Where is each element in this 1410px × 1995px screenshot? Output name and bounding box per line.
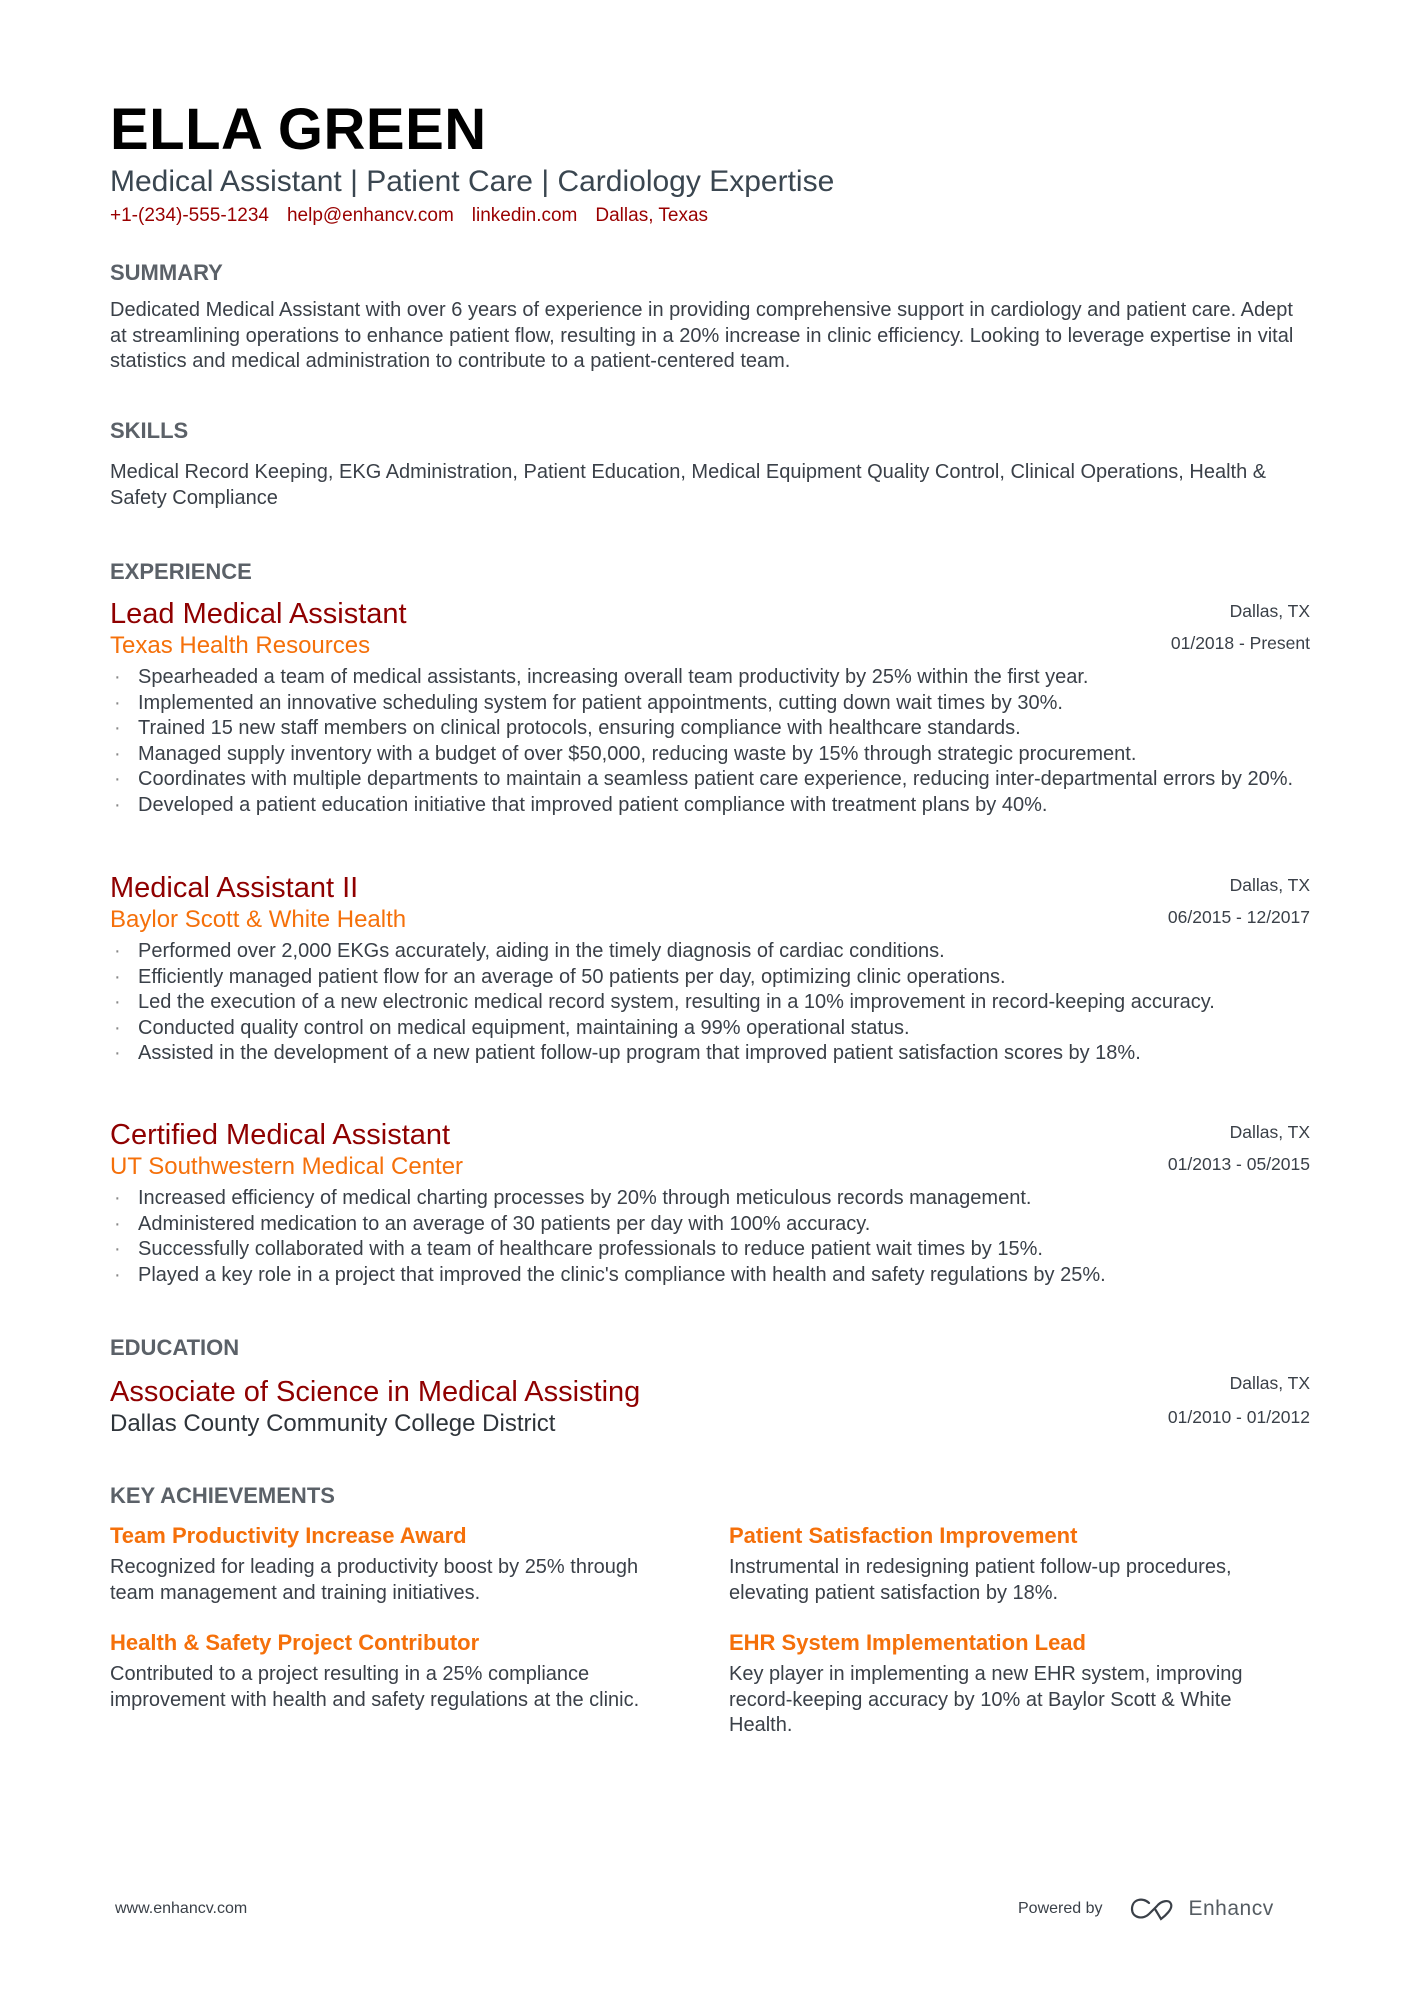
- job-entry: [110, 1118, 1310, 1288]
- job-entry: [110, 597, 1310, 819]
- education-section: [110, 1335, 1310, 1439]
- bullet: · Coordinates with multiple departments to maintain a seamless patient care experience, reducing inter-departmental errors by 20%.: [110, 767, 1310, 793]
- achievement-title: Health & Safety Project Contributor: [110, 1630, 480, 1655]
- bullet: · Conducted quality control on medical equipment, maintaining a 99% operational status.: [110, 1016, 1310, 1042]
- achievement-item: [729, 1629, 1289, 1739]
- job-title: Medical Assistant II: [110, 872, 359, 904]
- linkedin-link[interactable]: linkedin.com: [471, 205, 578, 226]
- job-bullets: [110, 1186, 1310, 1288]
- candidate-subtitle: Medical Assistant | Patient Care | Cardiology Expertise: [110, 165, 835, 198]
- education-location: Dallas, TX: [1229, 1373, 1310, 1393]
- company-name: Baylor Scott & White Health: [110, 906, 407, 933]
- job-dates: 06/2015 - 12/2017: [1167, 907, 1310, 927]
- skills-section: [110, 418, 1310, 511]
- job-title: Lead Medical Assistant: [110, 598, 407, 630]
- powered-by-label: Powered by: [1018, 1900, 1103, 1917]
- bullet: · Managed supply inventory with a budget of over $50,000, reducing waste by 15% through strategic procurement.: [110, 742, 1310, 768]
- job-dates: 01/2013 - 05/2015: [1167, 1154, 1310, 1174]
- skills-text: Medical Record Keeping, EKG Administration, Patient Education, Medical Equipment Quality Control, Clinical Operations, Health & Safety Compliance: [110, 461, 1267, 509]
- section-heading: KEY ACHIEVEMENTS: [110, 1483, 335, 1508]
- bullet: · Led the execution of a new electronic medical record system, resulting in a 10% improvement in record-keeping accuracy.: [110, 990, 1310, 1016]
- job-location: Dallas, TX: [1229, 601, 1310, 621]
- bullet: · Performed over 2,000 EKGs accurately, aiding in the timely diagnosis of cardiac conditions.: [110, 939, 1310, 965]
- bullet: · Implemented an innovative scheduling system for patient appointments, cutting down wait times by 30%.: [110, 691, 1310, 717]
- summary-text: Dedicated Medical Assistant with over 6 years of experience in providing comprehensive support in cardiology and patient care. Adept at streamlining operations to enhance patient flow, resulting in a 20% increase in clinic efficiency. Looking to leverage expertise in vital statistics and medical administration to contribute to a patient-centered team.: [110, 299, 1294, 373]
- bullet: · Trained 15 new staff members on clinical protocols, ensuring compliance with healthcare standards.: [110, 716, 1310, 742]
- job-dates: 01/2018 - Present: [1170, 633, 1310, 653]
- experience-heading: [110, 559, 1310, 585]
- achievement-text: Instrumental in redesigning patient follow-up procedures, elevating patient satisfaction by 18%.: [729, 1556, 1232, 1604]
- powered-by: [1018, 1896, 1274, 1922]
- bullet: · Played a key role in a project that improved the clinic's compliance with health and safety regulations by 25%.: [110, 1263, 1310, 1289]
- achievement-title: Patient Satisfaction Improvement: [729, 1523, 1078, 1548]
- achievement-item: [110, 1629, 670, 1713]
- contact-info: [110, 204, 1310, 228]
- achievements-heading: [110, 1483, 1310, 1509]
- education-dates: 01/2010 - 01/2012: [1167, 1407, 1310, 1427]
- summary-section: [110, 260, 1310, 375]
- bullet: · Administered medication to an average of 30 patients per day with 100% accuracy.: [110, 1212, 1310, 1238]
- achievement-text: Contributed to a project resulting in a 25% compliance improvement with health and safety regulations at the clinic.: [110, 1663, 640, 1711]
- degree-title: Associate of Science in Medical Assisting: [110, 1376, 641, 1408]
- school-name: Dallas County Community College District: [110, 1410, 556, 1437]
- achievement-title: Team Productivity Increase Award: [110, 1523, 467, 1548]
- bullet: · Developed a patient education initiative that improved patient compliance with treatment plans by 40%.: [110, 793, 1310, 819]
- job-bullets: [110, 939, 1310, 1067]
- location: Dallas, Texas: [595, 205, 709, 226]
- bullet: · Assisted in the development of a new patient follow-up program that improved patient satisfaction scores by 18%.: [110, 1041, 1310, 1067]
- achievement-text: Key player in implementing a new EHR system, improving record-keeping accuracy by 10% at Baylor Scott & White Health.: [729, 1663, 1243, 1737]
- achievement-item: [729, 1522, 1289, 1606]
- job-bullets: [110, 665, 1310, 819]
- job-title: Certified Medical Assistant: [110, 1119, 451, 1151]
- achievement-item: [110, 1522, 670, 1606]
- job-location: Dallas, TX: [1229, 1122, 1310, 1142]
- achievement-title: EHR System Implementation Lead: [729, 1630, 1086, 1655]
- section-heading: SUMMARY: [110, 260, 223, 285]
- resume-header: [110, 97, 1310, 228]
- enhancv-brand: Enhancv: [1188, 1897, 1274, 1920]
- bullet: · Increased efficiency of medical charting processes by 20% through meticulous records management.: [110, 1186, 1310, 1212]
- candidate-name: ELLA GREEN: [110, 97, 487, 162]
- job-location: Dallas, TX: [1229, 875, 1310, 895]
- achievement-text: Recognized for leading a productivity boost by 25% through team management and training initiatives.: [110, 1556, 639, 1604]
- job-entry: [110, 871, 1310, 1067]
- email-link[interactable]: help@enhancv.com: [286, 205, 454, 226]
- company-name: UT Southwestern Medical Center: [110, 1153, 464, 1180]
- section-heading: EDUCATION: [110, 1335, 240, 1360]
- section-heading: SKILLS: [110, 418, 189, 443]
- company-name: Texas Health Resources: [110, 632, 371, 659]
- bullet: · Successfully collaborated with a team of healthcare professionals to reduce patient wait times by 15%.: [110, 1237, 1310, 1263]
- bullet: · Efficiently managed patient flow for an average of 50 patients per day, optimizing clinic operations.: [110, 965, 1310, 991]
- enhancv-logo-icon: [1129, 1896, 1177, 1922]
- section-heading: EXPERIENCE: [110, 559, 252, 584]
- footer-website[interactable]: www.enhancv.com: [115, 1900, 248, 1917]
- bullet: · Spearheaded a team of medical assistants, increasing overall team productivity by 25% within the first year.: [110, 665, 1310, 691]
- phone-link[interactable]: +1-(234)-555-1234: [110, 205, 269, 226]
